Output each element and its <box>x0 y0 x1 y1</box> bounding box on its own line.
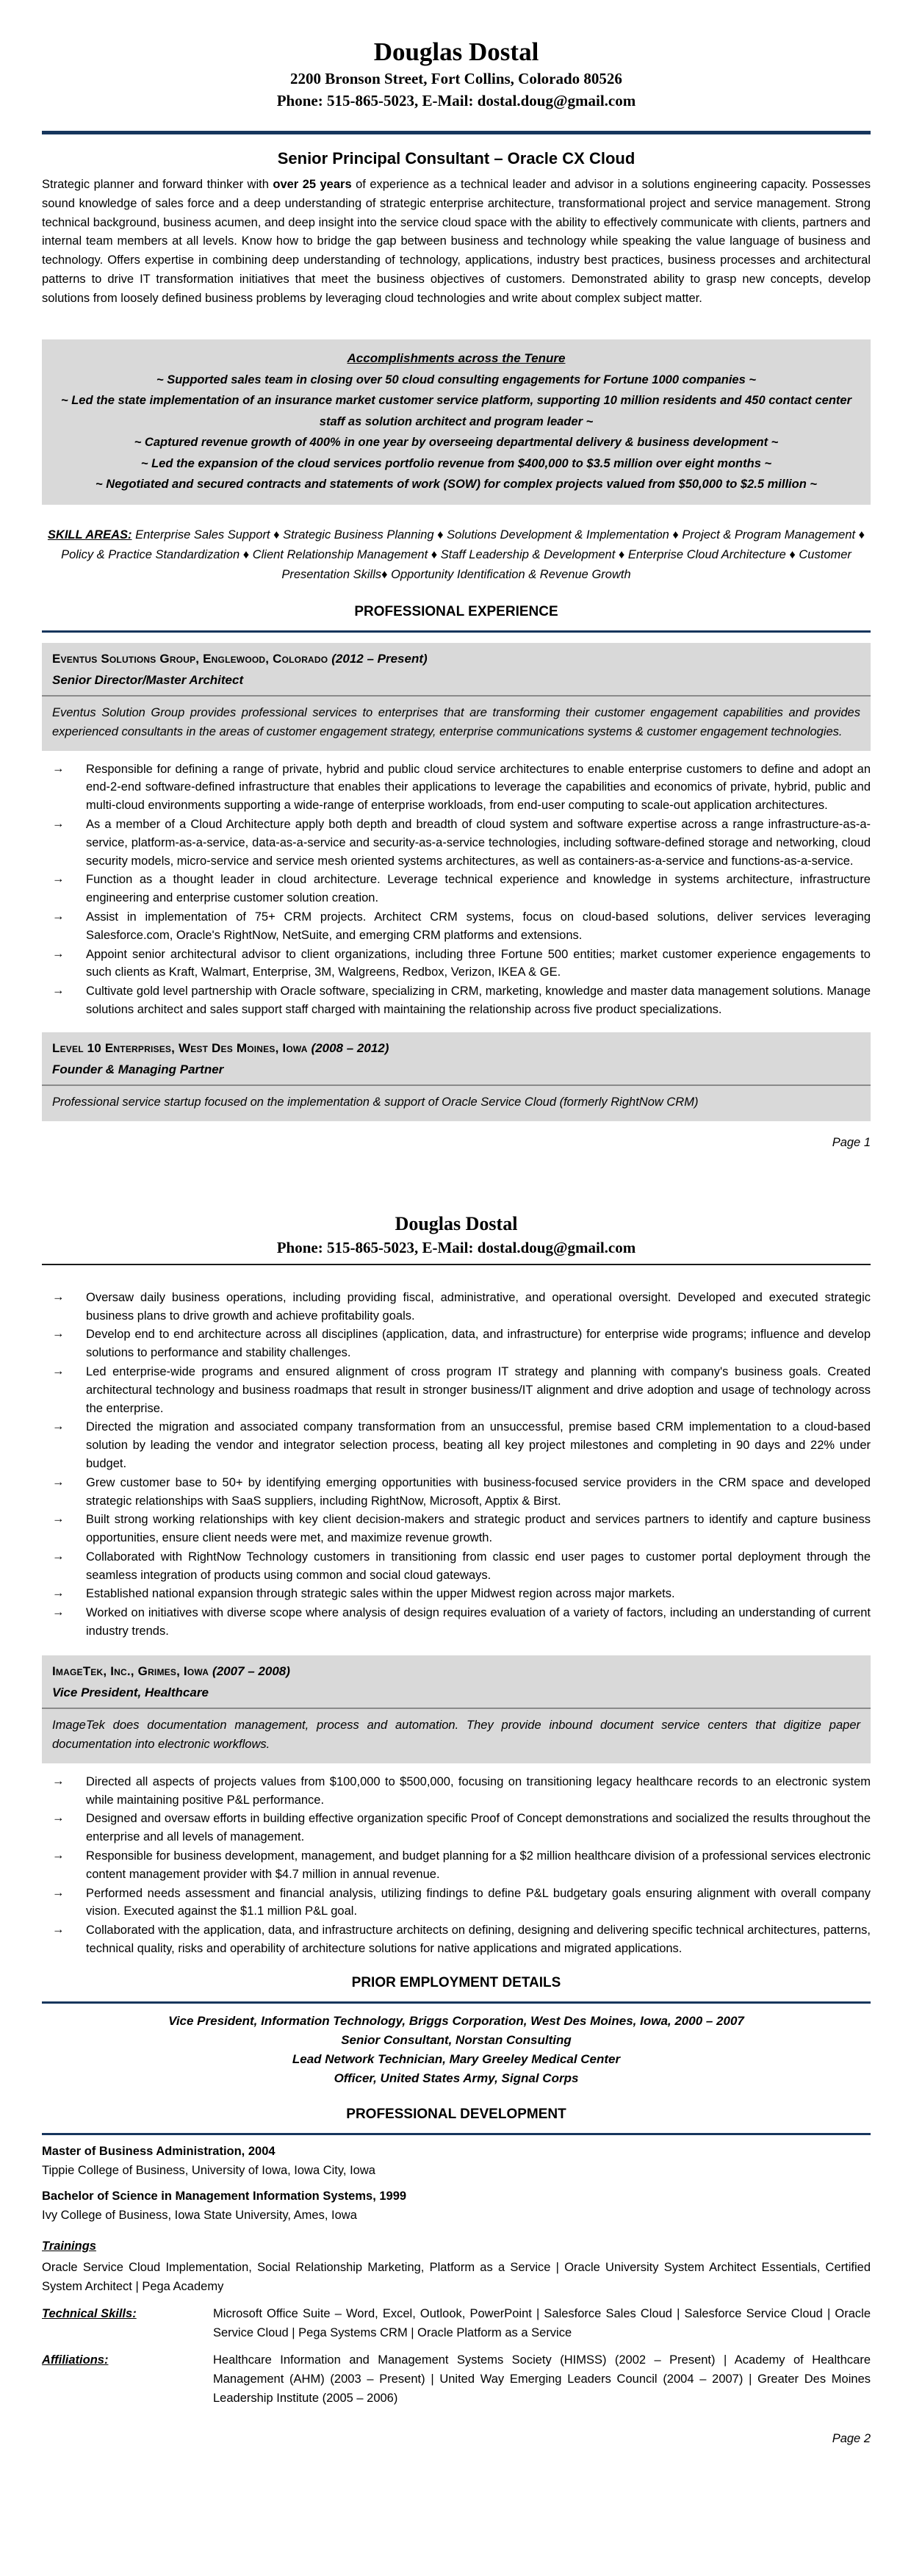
accomplishment-item: ~ Led the expansion of the cloud services portfolio revenue from $400,000 to $3.5 million over eight months ~ <box>140 456 772 470</box>
header-divider <box>42 131 871 134</box>
job-description: Professional service startup focused on the implementation & support of Oracle Service Cloud (formerly RightNow CRM) <box>52 1095 699 1109</box>
bullet-item: → Responsible for business development, management, and budget planning for a $2 million healthcare division of a professional services electronic content management provider with $4.7 million in annual revenue. <box>42 1847 871 1884</box>
candidate-name-page2: Douglas Dostal <box>395 1212 518 1234</box>
summary-bold-years: over 25 years <box>273 178 352 191</box>
company-name: ImageTek, Inc., Grimes, Iowa <box>52 1663 213 1678</box>
bullet-item: → Function as a thought leader in cloud architecture. Leverage technical experience and knowledge in systems architecture, infrastructure engineering and enterprise customer solution creation. <box>42 871 871 907</box>
accomplishments-title: Accomplishments across the Tenure <box>347 350 566 365</box>
job-role: Founder & Managing Partner <box>52 1062 224 1076</box>
trainings-text: Oracle Service Cloud Implementation, Social Relationship Marketing, Platform as a Service | Oracle University System Architect Essentials, Certified System Architect | Pega Academy <box>42 2260 871 2293</box>
prior-employment-list <box>42 2012 871 2088</box>
bullet-item: → Appoint senior architectural advisor to client organizations, including three Fortune 500 entities; market customer experience engagements to such clients as Kraft, Walmart, Enterprise, 3M, Walgreens, Redbox, Verizon, IKEA & GE. <box>42 946 871 982</box>
accomplishment-item: ~ Led the state implementation of an insurance market customer service platform, supporting 10 million residents and 450 contact center staff as solution architect and program leader ~ <box>60 394 851 428</box>
job-level10-header <box>42 1032 871 1084</box>
accomplishments-box <box>42 339 871 505</box>
bullet-item: → Performed needs assessment and financial analysis, utilizing findings to define P&L budgetary goals ensuring alignment with overall company vision. Executed against the $1.1 million P&L goal. <box>42 1885 871 1921</box>
accomplishment-item: ~ Supported sales team in closing over 50 cloud consulting engagements for Fortune 1000 companies ~ <box>156 373 757 386</box>
bullet-item: → Directed the migration and associated company transformation from an unsuccessful, premise based CRM implementation to a cloud-based solution by leading the vendor and integrator selection process, beating all key project milestones and completing in 90 days and 22% under budget. <box>42 1418 871 1472</box>
education-degree: Bachelor of Science in Management Information Systems, 1999 <box>42 2189 407 2203</box>
job-level10 <box>42 1032 871 1121</box>
affiliations-row <box>42 2350 871 2408</box>
education-degree: Master of Business Administration, 2004 <box>42 2144 276 2158</box>
bullet-item: → Develop end to end architecture across all disciplines (application, data, and infrastructure) for enterprise wide programs; influence and develop solutions to performance and stability challenges. <box>42 1325 871 1362</box>
accomplishment-item: ~ Negotiated and secured contracts and statements of work (SOW) for complex projects valued from $50,000 to $2.5 million ~ <box>95 478 818 492</box>
summary-paragraph <box>42 176 871 309</box>
trainings-label: Trainings <box>42 2239 96 2253</box>
bullet-item: → Worked on initiatives with diverse scope where analysis of design requires evaluation of a variety of factors, including an understanding of current industry trends. <box>42 1604 871 1641</box>
company-name: Eventus Solutions Group, Englewood, Colorado <box>52 651 332 666</box>
bullet-item: → As a member of a Cloud Architecture apply both depth and breadth of cloud system and software expertise across a range infrastructure-as-a-service, platform-as-a-service, data-as-a-service and security-as-a-service technologies, including software-defined storage and networking, cloud security models, micro-service and service mesh oriented systems architectures, as well as containers-as-a-service and functions-as-a-service. <box>42 816 871 870</box>
section-divider <box>42 2001 871 2004</box>
job-company-line <box>52 1037 860 1059</box>
technical-skills-label: Technical Skills: <box>42 2306 137 2320</box>
job-dates: (2012 – Present) <box>331 651 428 666</box>
job-description: Eventus Solution Group provides professional services to enterprises that are transforming their customer engagement capabilities and provides experienced consultants in the areas of customer engagement strategy, enterprise communications systems & customer engagement technologies. <box>52 705 860 738</box>
job-company-line <box>52 648 860 669</box>
technical-skills-text: Microsoft Office Suite – Word, Excel, Outlook, PowerPoint | Salesforce Sales Cloud | Salesforce Service Cloud | Oracle Service Cloud | Pega Systems CRM | Oracle Platform as a Service <box>213 2306 871 2339</box>
section-heading-experience: PROFESSIONAL EXPERIENCE <box>354 603 558 619</box>
prior-employment-item: Senior Consultant, Norstan Consulting <box>341 2032 572 2047</box>
job-eventus-header <box>42 643 871 695</box>
job-dates: (2008 – 2012) <box>311 1040 389 1055</box>
job-role: Vice President, Healthcare <box>52 1685 209 1699</box>
candidate-contact: Phone: 515-865-5023, E-Mail: dostal.doug@gmail.com <box>276 92 636 109</box>
prior-employment-item: Officer, United States Army, Signal Corps <box>334 2070 579 2085</box>
education-school: Ivy College of Business, Iowa State University, Ames, Iowa <box>42 2208 357 2222</box>
page-number-2: Page 2 <box>832 2431 871 2445</box>
page2-header-divider <box>42 1264 871 1265</box>
summary-pre: Strategic planner and forward thinker with <box>42 178 273 191</box>
candidate-contact-page2: Phone: 515-865-5023, E-Mail: dostal.doug@gmail.com <box>276 1238 636 1256</box>
bullet-item: → Collaborated with RightNow Technology customers in transitioning from classic end user pages to customer portal deployment through the seamless integration of products using common and social cloud gateways. <box>42 1548 871 1585</box>
bullet-item: → Led enterprise-wide programs and ensured alignment of cross program IT strategy and planning with company's business goals. Created architectural technology and business roadmaps that result in stronger business/IT alignment and drive adoption and usage of technology across the enterprise. <box>42 1363 871 1417</box>
accomplishment-item: ~ Captured revenue growth of 400% in one year by overseeing departmental delivery & business development ~ <box>134 436 779 450</box>
bullet-item: → Built strong working relationships with key client decision-makers and strategic product and services partners to identify and capture business opportunities, ensure client needs were met, and maximize revenue growth. <box>42 1511 871 1547</box>
section-divider <box>42 630 871 633</box>
job-eventus <box>42 643 871 751</box>
bullet-item: → Established national expansion through strategic sales within the upper Midwest region across major markets. <box>42 1585 871 1603</box>
affiliations-label: Affiliations: <box>42 2353 109 2367</box>
bullet-item: → Directed all aspects of projects values from $100,000 to $500,000, focusing on transitioning legacy healthcare records to an electronic system while maintaining positive P&L performance. <box>42 1773 871 1810</box>
bullet-item: → Cultivate gold level partnership with Oracle software, specializing in CRM, marketing, knowledge and master data management solutions. Manage solutions architect and sales support staff charged with maintaining the relationship across five product specializations. <box>42 982 871 1019</box>
technical-skills-row <box>42 2304 871 2342</box>
summary-post: of experience as a technical leader and advisor in a solutions engineering capacity. Possesses sound knowledge of sales force and a deep understanding of strategic enterprise architecture, transformational project and service management. Strong technical background, business acumen, and deep insight into the service cloud space with the ability to effectively communicate with clients, partners and internal team members at all levels. Know how to bridge the gap between business and technology while speaking the value language of business and technology. Offers expertise in combining deep understanding of technology, applications, industry best practices, business processes and architectural patterns to drive IT transformation initiatives that meet the business objectives of customers. Demonstrated ability to grasp new concepts, develop solutions from loosely defined business problems by leveraging cloud technologies and write about complex subject matter. <box>42 178 871 305</box>
affiliations-text: Healthcare Information and Management Systems Society (HIMSS) (2002 – Present) | Academy of Healthcare Management (AHM) (2003 – Present) | United Way Emerging Leaders Council (2004 – 2007) | Greater Des Moines Leadership Institute (2005 – 2006) <box>213 2353 871 2405</box>
skill-areas-text: Enterprise Sales Support ♦ Strategic Business Planning ♦ Solutions Development & Implementation ♦ Project & Program Management ♦ Policy & Practice Standardization ♦ Client Relationship Management ♦ Staff Leadership & Development ♦ Enterprise Cloud Architecture ♦ Customer Presentation Skills♦ Opportunity Identification & Revenue Growth <box>61 528 865 581</box>
skill-areas <box>42 525 871 585</box>
candidate-name: Douglas Dostal <box>373 37 539 66</box>
resume-headline: Senior Principal Consultant – Oracle CX Cloud <box>277 149 635 168</box>
prior-employment-item: Lead Network Technician, Mary Greeley Medical Center <box>292 2051 621 2066</box>
bullet-item: → Responsible for defining a range of private, hybrid and public cloud service architectures to enable enterprise customers to define and adopt an end-2-end software-defined infrastructure that enables their applications to leverage the capabilities and economics of private, hybrid, public and multi-cloud environments supporting a wide-range of enterprise workloads, from end-user computing to scale-out application architectures. <box>42 760 871 815</box>
bullet-item: → Collaborated with the application, data, and infrastructure architects on defining, designing and delivering specific technical architectures, patterns, technical quality, risks and operability of architecture solutions for native applications and migrated applications. <box>42 1921 871 1958</box>
job-imagetek <box>42 1655 871 1763</box>
bullet-item: → Oversaw daily business operations, including providing fiscal, administrative, and operational oversight. Developed and executed strategic business plans to drive growth and achieve profitability goals. <box>42 1289 871 1325</box>
job-company-line <box>52 1661 860 1682</box>
section-heading-prior-employment: PRIOR EMPLOYMENT DETAILS <box>351 1974 561 1990</box>
section-heading-development: PROFESSIONAL DEVELOPMENT <box>346 2106 566 2122</box>
job-dates: (2007 – 2008) <box>212 1663 290 1678</box>
prior-employment-item: Vice President, Information Technology, Briggs Corporation, West Des Moines, Iowa, 2000 – 2007 <box>168 2013 744 2028</box>
education-school: Tippie College of Business, University of Iowa, Iowa City, Iowa <box>42 2163 375 2177</box>
bullet-item: → Designed and oversaw efforts in building effective organization specific Proof of Concept demonstrations and socialized the results throughout the enterprise and all levels of management. <box>42 1810 871 1846</box>
bullet-item: → Grew customer base to 50+ by identifying emerging opportunities with business-focused service providers in the CRM space and developed strategic relationships with SaaS suppliers, including RightNow, Microsoft, Apptix & Birst. <box>42 1474 871 1511</box>
job-eventus-bullets <box>42 760 871 1019</box>
skill-areas-label: SKILL AREAS: <box>47 528 132 542</box>
page-number-1: Page 1 <box>832 1135 871 1149</box>
company-name: Level 10 Enterprises, West Des Moines, Iowa <box>52 1040 312 1055</box>
job-imagetek-bullets <box>42 1773 871 1958</box>
job-imagetek-header <box>42 1655 871 1708</box>
candidate-address: 2200 Bronson Street, Fort Collins, Colorado 80526 <box>290 70 622 87</box>
section-divider <box>42 2133 871 2135</box>
job-role: Senior Director/Master Architect <box>52 672 244 687</box>
job-level10-bullets <box>42 1289 871 1641</box>
job-description: ImageTek does documentation management, process and automation. They provide inbound document service centers that digitize paper documentation into electronic workflows. <box>52 1718 860 1751</box>
bullet-item: → Assist in implementation of 75+ CRM projects. Architect CRM systems, focus on cloud-based solutions, deliver services leveraging Salesforce.com, Oracle's RightNow, NetSuite, and emerging CRM platforms and extensions. <box>42 908 871 945</box>
